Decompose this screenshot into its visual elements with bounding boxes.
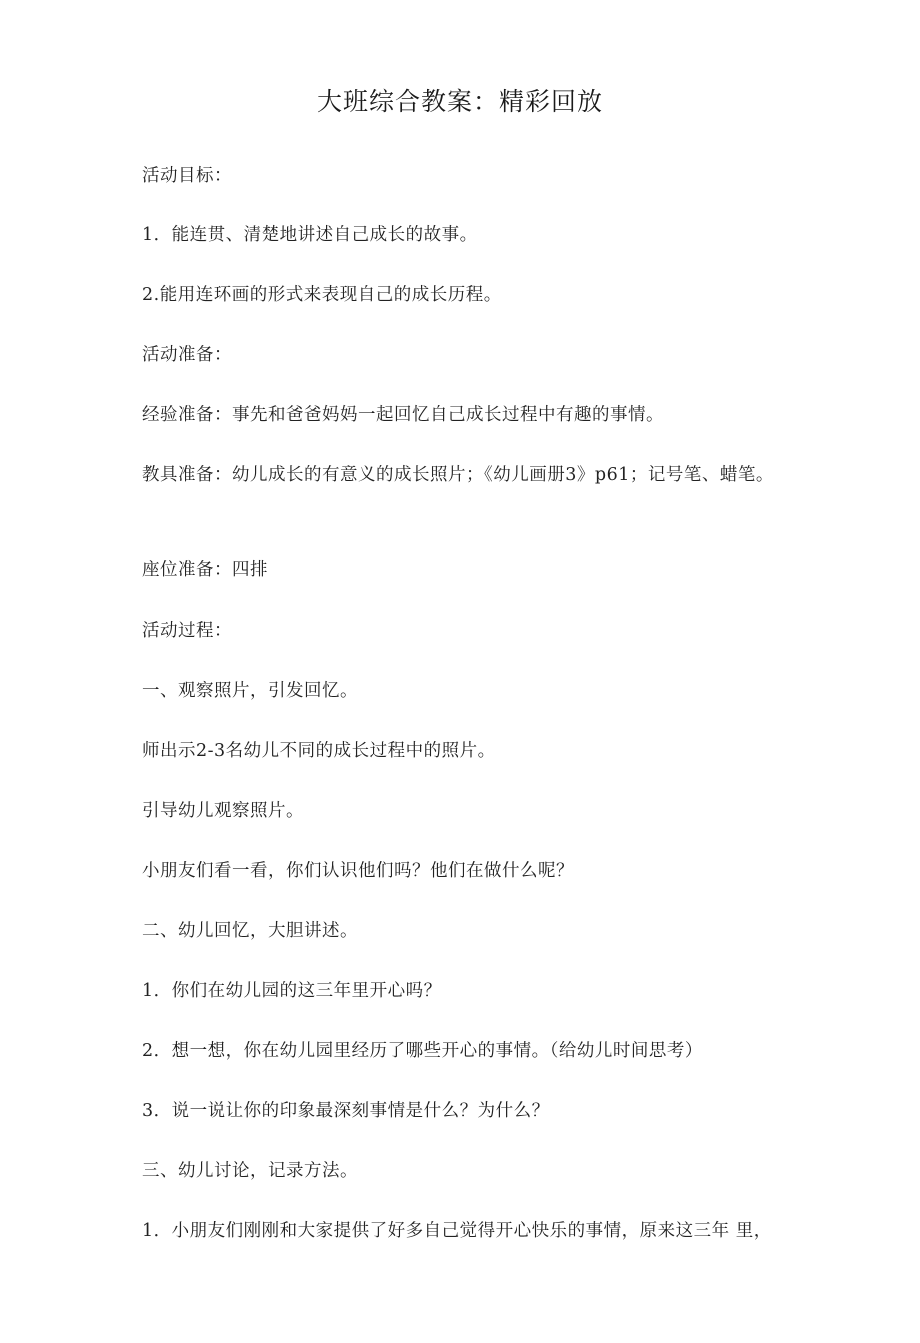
- paragraph-question-3: 3．说一说让你的印象最深刻事情是什么？为什么？: [142, 1101, 550, 1121]
- paragraph-step-1-heading: 一、观察照片，引发回忆。: [142, 681, 358, 701]
- paragraph-discussion-1: 1．小朋友们刚刚和大家提供了好多自己觉得开心快乐的事情，原来这三年 里，: [142, 1221, 772, 1241]
- paragraph-question-1: 1．你们在幼儿园的这三年里开心吗？: [142, 981, 442, 1001]
- paragraph-question-photos: 小朋友们看一看，你们认识他们吗？他们在做什么呢？: [142, 861, 574, 881]
- paragraph-step-3-heading: 三、幼儿讨论，记录方法。: [142, 1161, 358, 1181]
- paragraph-question-2: 2．想一想，你在幼儿园里经历了哪些开心的事情。（给幼儿时间思考）: [142, 1041, 703, 1061]
- paragraph-goal-1: 1．能连贯、清楚地讲述自己成长的故事。: [142, 225, 478, 245]
- paragraph-goal-2: 2.能用连环画的形式来表现自己的成长历程。: [142, 285, 502, 305]
- paragraph-teaching-aids-prep: 教具准备：幼儿成长的有意义的成长照片；《幼儿画册3》p61；记号笔、蜡笔。: [142, 465, 774, 485]
- paragraph-activity-process-heading: 活动过程：: [142, 621, 232, 641]
- paragraph-seating-prep: 座位准备：四排: [142, 560, 268, 580]
- paragraph-step-2-heading: 二、幼儿回忆，大胆讲述。: [142, 921, 358, 941]
- paragraph-observe-photos: 引导幼儿观察照片。: [142, 801, 304, 821]
- paragraph-activity-prep-heading: 活动准备：: [142, 345, 232, 365]
- paragraph-experience-prep: 经验准备：事先和爸爸妈妈一起回忆自己成长过程中有趣的事情。: [142, 405, 664, 425]
- paragraph-show-photos: 师出示2-3名幼儿不同的成长过程中的照片。: [142, 741, 496, 761]
- paragraph-activity-goals-heading: 活动目标：: [142, 166, 232, 186]
- document-title: 大班综合教案：精彩回放: [316, 87, 603, 116]
